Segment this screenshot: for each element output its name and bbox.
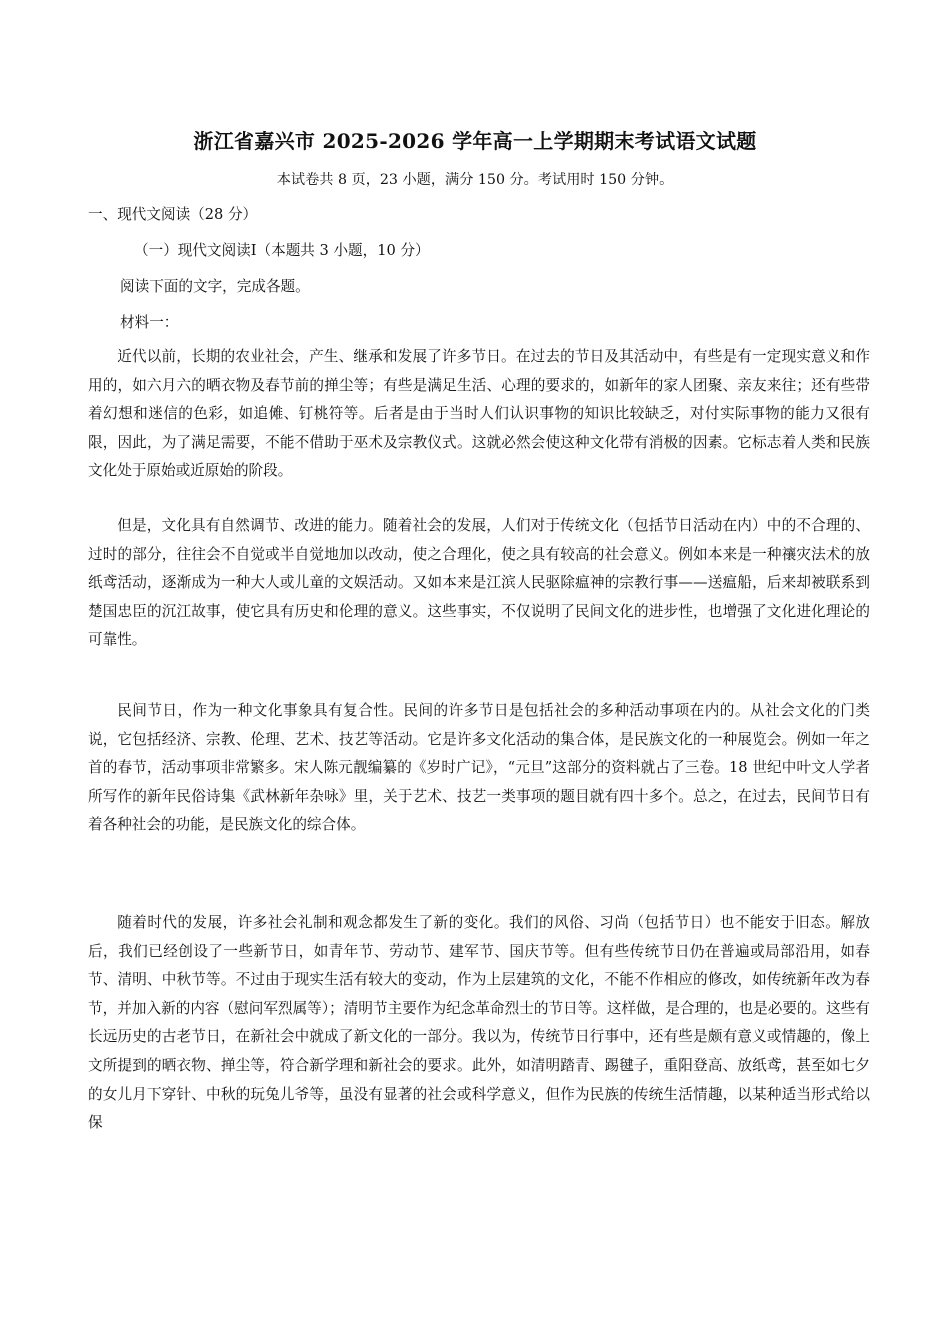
material-label: 材料一： [120,314,179,331]
sub-section-heading: （一）现代文阅读Ⅰ（本题共 3 小题，10 分） [134,242,430,259]
reading-instruction: 阅读下面的文字，完成各题。 [120,278,310,295]
paragraph: 随着时代的发展，许多社会礼制和观念都发生了新的变化。我们的风俗、习尚（包括节日）也不能安于旧态。解放后，我们已经创设了一些新节日，如青年节、劳动节、建军节、国庆节等。但有些传统节日仍在普遍或局部沿用，如春节、清明、中秋节等。不过由于现实生活有较大的变动，作为上层建筑的文化，不能不作相应的修改，如传统新年改为春节，并加入新的内容（慰问军烈属等）；清明节主要作为纪念革命烈士的节日等。这样做，是合理的，也是必要的。这些有长远历史的古老节日，在新社会中就成了新文化的一部分。我以为，传统节日行事中，还有些是颇有意义或情趣的，像上文所提到的晒衣物、掸尘等，符合新学理和新社会的要求。此外，如清明踏青、踢毽子，重阳登高、放纸鸢，甚至如七夕的女儿月下穿针、中秋的玩兔儿爷等，虽没有显著的社会或科学意义，但作为民族的传统生活情趣，以某种适当形式给以保 [88,914,870,1132]
document-title: 浙江省嘉兴市 2025-2026 学年高一上学期期末考试语文试题 [193,129,757,153]
exam-info: 本试卷共 8 页，23 小题，满分 150 分。考试用时 150 分钟。 [276,172,674,188]
section-heading: 一、现代文阅读（28 分） [88,206,258,223]
paragraph: 近代以前，长期的农业社会，产生、继承和发展了许多节日。在过去的节日及其活动中，有些是有一定现实意义和作用的，如六月六的晒衣物及春节前的掸尘等；有些是满足生活、心理的要求的，如新年的家人团聚、亲友来往；还有些带着幻想和迷信的色彩，如追傩、钉桃符等。后者是由于当时人们认识事物的知识比较缺乏，对付实际事物的能力又很有限，因此，为了满足需要，不能不借助于巫术及宗教仪式。这就必然会使这种文化带有消极的因素。它标志着人类和民族文化处于原始或近原始的阶段。 [88,348,870,480]
paragraph: 民间节日，作为一种文化事象具有复合性。民间的许多节日是包括社会的多种活动事项在内的。从社会文化的门类说，它包括经济、宗教、伦理、艺术、技艺等活动。它是许多文化活动的集合体，是民族文化的一种展览会。例如一年之首的春节，活动事项非常繁多。宋人陈元靓编纂的《岁时广记》，“元旦”这部分的资料就占了三卷。18 世纪中叶文人学者所写作的新年民俗诗集《武林新年杂咏》里，关于艺术、技艺一类事项的题目就有四十多个。总之，在过去，民间节日有着各种社会的功能，是民族文化的综合体。 [88,702,870,834]
paragraph: 但是，文化具有自然调节、改进的能力。随着社会的发展，人们对于传统文化（包括节日活动在内）中的不合理的、过时的部分，往往会不自觉或半自觉地加以改动，使之合理化，使之具有较高的社会意义。例如本来是一种禳灾法术的放纸鸢活动，逐渐成为一种大人或儿童的文娱活动。又如本来是江滨人民驱除瘟神的宗教行事——送瘟船，后来却被联系到楚国忠臣的沉江故事，使它具有历史和伦理的意义。这些事实，不仅说明了民间文化的进步性，也增强了文化进化理论的可靠性。 [88,517,870,649]
